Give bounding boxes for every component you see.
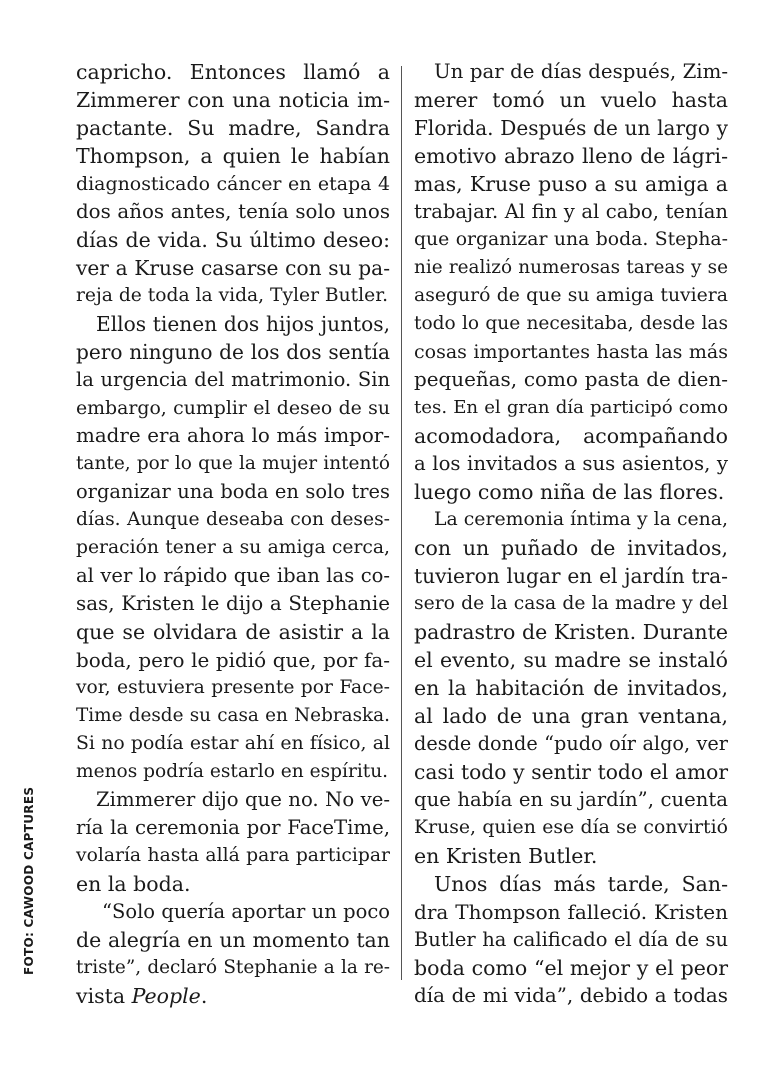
text-line: luego como niña de las flores. <box>414 480 725 504</box>
text-line: Zimmerer con una noticia im- <box>76 88 390 112</box>
text-line <box>76 982 390 1010</box>
text-fragment: . <box>200 984 208 1008</box>
text-line: trabajar. Al fin y al cabo, tenían <box>414 200 728 223</box>
paragraph-left-3 <box>76 786 390 898</box>
text-line: vor, estuviera presente por Face- <box>76 677 390 698</box>
left-column <box>76 58 390 1010</box>
text-line: mas, Kruse puso a su amiga a <box>414 172 728 196</box>
text-line: en Kristen Butler. <box>414 844 598 868</box>
text-line: nie realizó numerosas tareas y se <box>414 257 728 278</box>
text-line: boda, pero le pidió que, por fa- <box>76 648 390 672</box>
text-line: Time desde su casa en Nebraska. <box>76 705 390 726</box>
text-line: tuvieron lugar en el jardín tra- <box>414 564 728 588</box>
text-line: días de vida. Su último deseo: <box>76 228 390 252</box>
photo-credit: FOTO: CAWOOD CAPTURES <box>22 786 36 975</box>
text-line: Florida. Después de un largo y <box>414 116 728 140</box>
text-line: padrastro de Kristen. Durante <box>414 620 728 644</box>
text-line: al lado de una gran ventana, <box>414 704 728 728</box>
text-line: merer tomó un vuelo hasta <box>414 88 728 112</box>
text-line: pequeñas, como pasta de dien- <box>414 368 728 391</box>
text-line: pactante. Su madre, Sandra <box>76 116 390 140</box>
text-line: a los invitados a sus asientos, y <box>414 452 728 475</box>
text-line: “Solo quería aportar un poco <box>102 900 390 923</box>
text-line: que había en su jardín”, cuenta <box>414 788 728 811</box>
column-divider <box>401 66 402 980</box>
text-line: ría la ceremonia por FaceTime, <box>76 816 390 839</box>
paragraph-right-3 <box>414 870 728 1010</box>
text-line: que organizar una boda. Stepha- <box>414 229 728 250</box>
text-line: sero de la casa de la madre y del <box>414 593 728 614</box>
text-line: capricho. Entonces llamó a <box>76 60 390 84</box>
text-line: emotivo abrazo lleno de lágri- <box>414 144 728 168</box>
right-column <box>414 58 728 1010</box>
text-line: dra Thompson falleció. Kristen <box>414 900 728 924</box>
text-line: Thompson, a quien le habían <box>76 144 390 168</box>
paragraph-left-1 <box>76 58 390 310</box>
text-line: La ceremonia íntima y la cena, <box>434 509 728 530</box>
paragraph-left-2 <box>76 310 390 786</box>
text-line: sas, Kristen le dijo a Stephanie <box>76 592 390 615</box>
text-line: casi todo y sentir todo el amor <box>414 760 728 784</box>
text-line: cosas importantes hasta las más <box>414 341 728 363</box>
text-line: Kruse, quien ese día se convirtió <box>414 817 728 838</box>
text-line: aseguró de que su amiga tuviera <box>414 285 728 306</box>
text-line: Butler ha calificado el día de su <box>414 928 728 951</box>
text-line: Unos días más tarde, San- <box>434 872 728 896</box>
text-line: boda como “el mejor y el peor <box>414 956 728 980</box>
text-line: Zimmerer dijo que no. No ve- <box>96 788 390 811</box>
text-line: días. Aunque deseaba con deses- <box>76 509 390 530</box>
text-line: diagnosticado cáncer en etapa 4 <box>76 173 390 195</box>
text-line: al ver lo rápido que iban las co- <box>76 564 390 587</box>
text-line: Un par de días después, Zim- <box>434 60 728 83</box>
text-line: pero ninguno de los dos sentía <box>76 340 390 364</box>
text-line: embargo, cumplir el deseo de su <box>76 397 390 419</box>
text-line: volaría hasta allá para participar <box>76 845 390 866</box>
text-line: tante, por lo que la mujer intentó <box>76 453 390 474</box>
text-line: triste”, declaró Stephanie a la re- <box>76 957 390 978</box>
text-line: acomodadora, acompañando <box>414 424 728 448</box>
text-line: que se olvidara de asistir a la <box>76 620 390 644</box>
magazine-title: People <box>131 984 201 1008</box>
text-line: desde donde “pudo oír algo, ver <box>414 732 728 755</box>
text-line: menos podría estarlo en espíritu. <box>76 761 389 782</box>
text-line: con un puñado de invitados, <box>414 536 728 560</box>
paragraph-right-2 <box>414 506 728 870</box>
text-line: de alegría en un momento tan <box>76 928 390 952</box>
text-line: día de mi vida”, debido a todas <box>414 984 728 1007</box>
text-line: reja de toda la vida, Tyler Butler. <box>76 285 389 306</box>
text-fragment: vista <box>76 984 132 1008</box>
text-line: peración tener a su amiga cerca, <box>76 537 390 558</box>
text-line: organizar una boda en solo tres <box>76 480 390 503</box>
text-line: tes. En el gran día participó como <box>414 397 728 418</box>
paragraph-right-1 <box>414 58 728 506</box>
text-line: Si no podía estar ahí en físico, al <box>76 733 390 754</box>
text-line: madre era ahora lo más impor- <box>76 424 390 447</box>
text-line: Ellos tienen dos hijos juntos, <box>96 312 390 336</box>
paragraph-left-4 <box>76 898 390 1010</box>
text-line: la urgencia del matrimonio. Sin <box>76 368 390 391</box>
text-line: dos años antes, tenía solo unos <box>76 200 390 223</box>
text-line: en la habitación de invitados, <box>414 676 728 700</box>
text-line: todo lo que necesitaba, desde las <box>414 313 728 334</box>
text-line: ver a Kruse casarse con su pa- <box>76 256 390 280</box>
text-line: el evento, su madre se instaló <box>414 648 728 672</box>
text-line: en la boda. <box>76 872 191 896</box>
